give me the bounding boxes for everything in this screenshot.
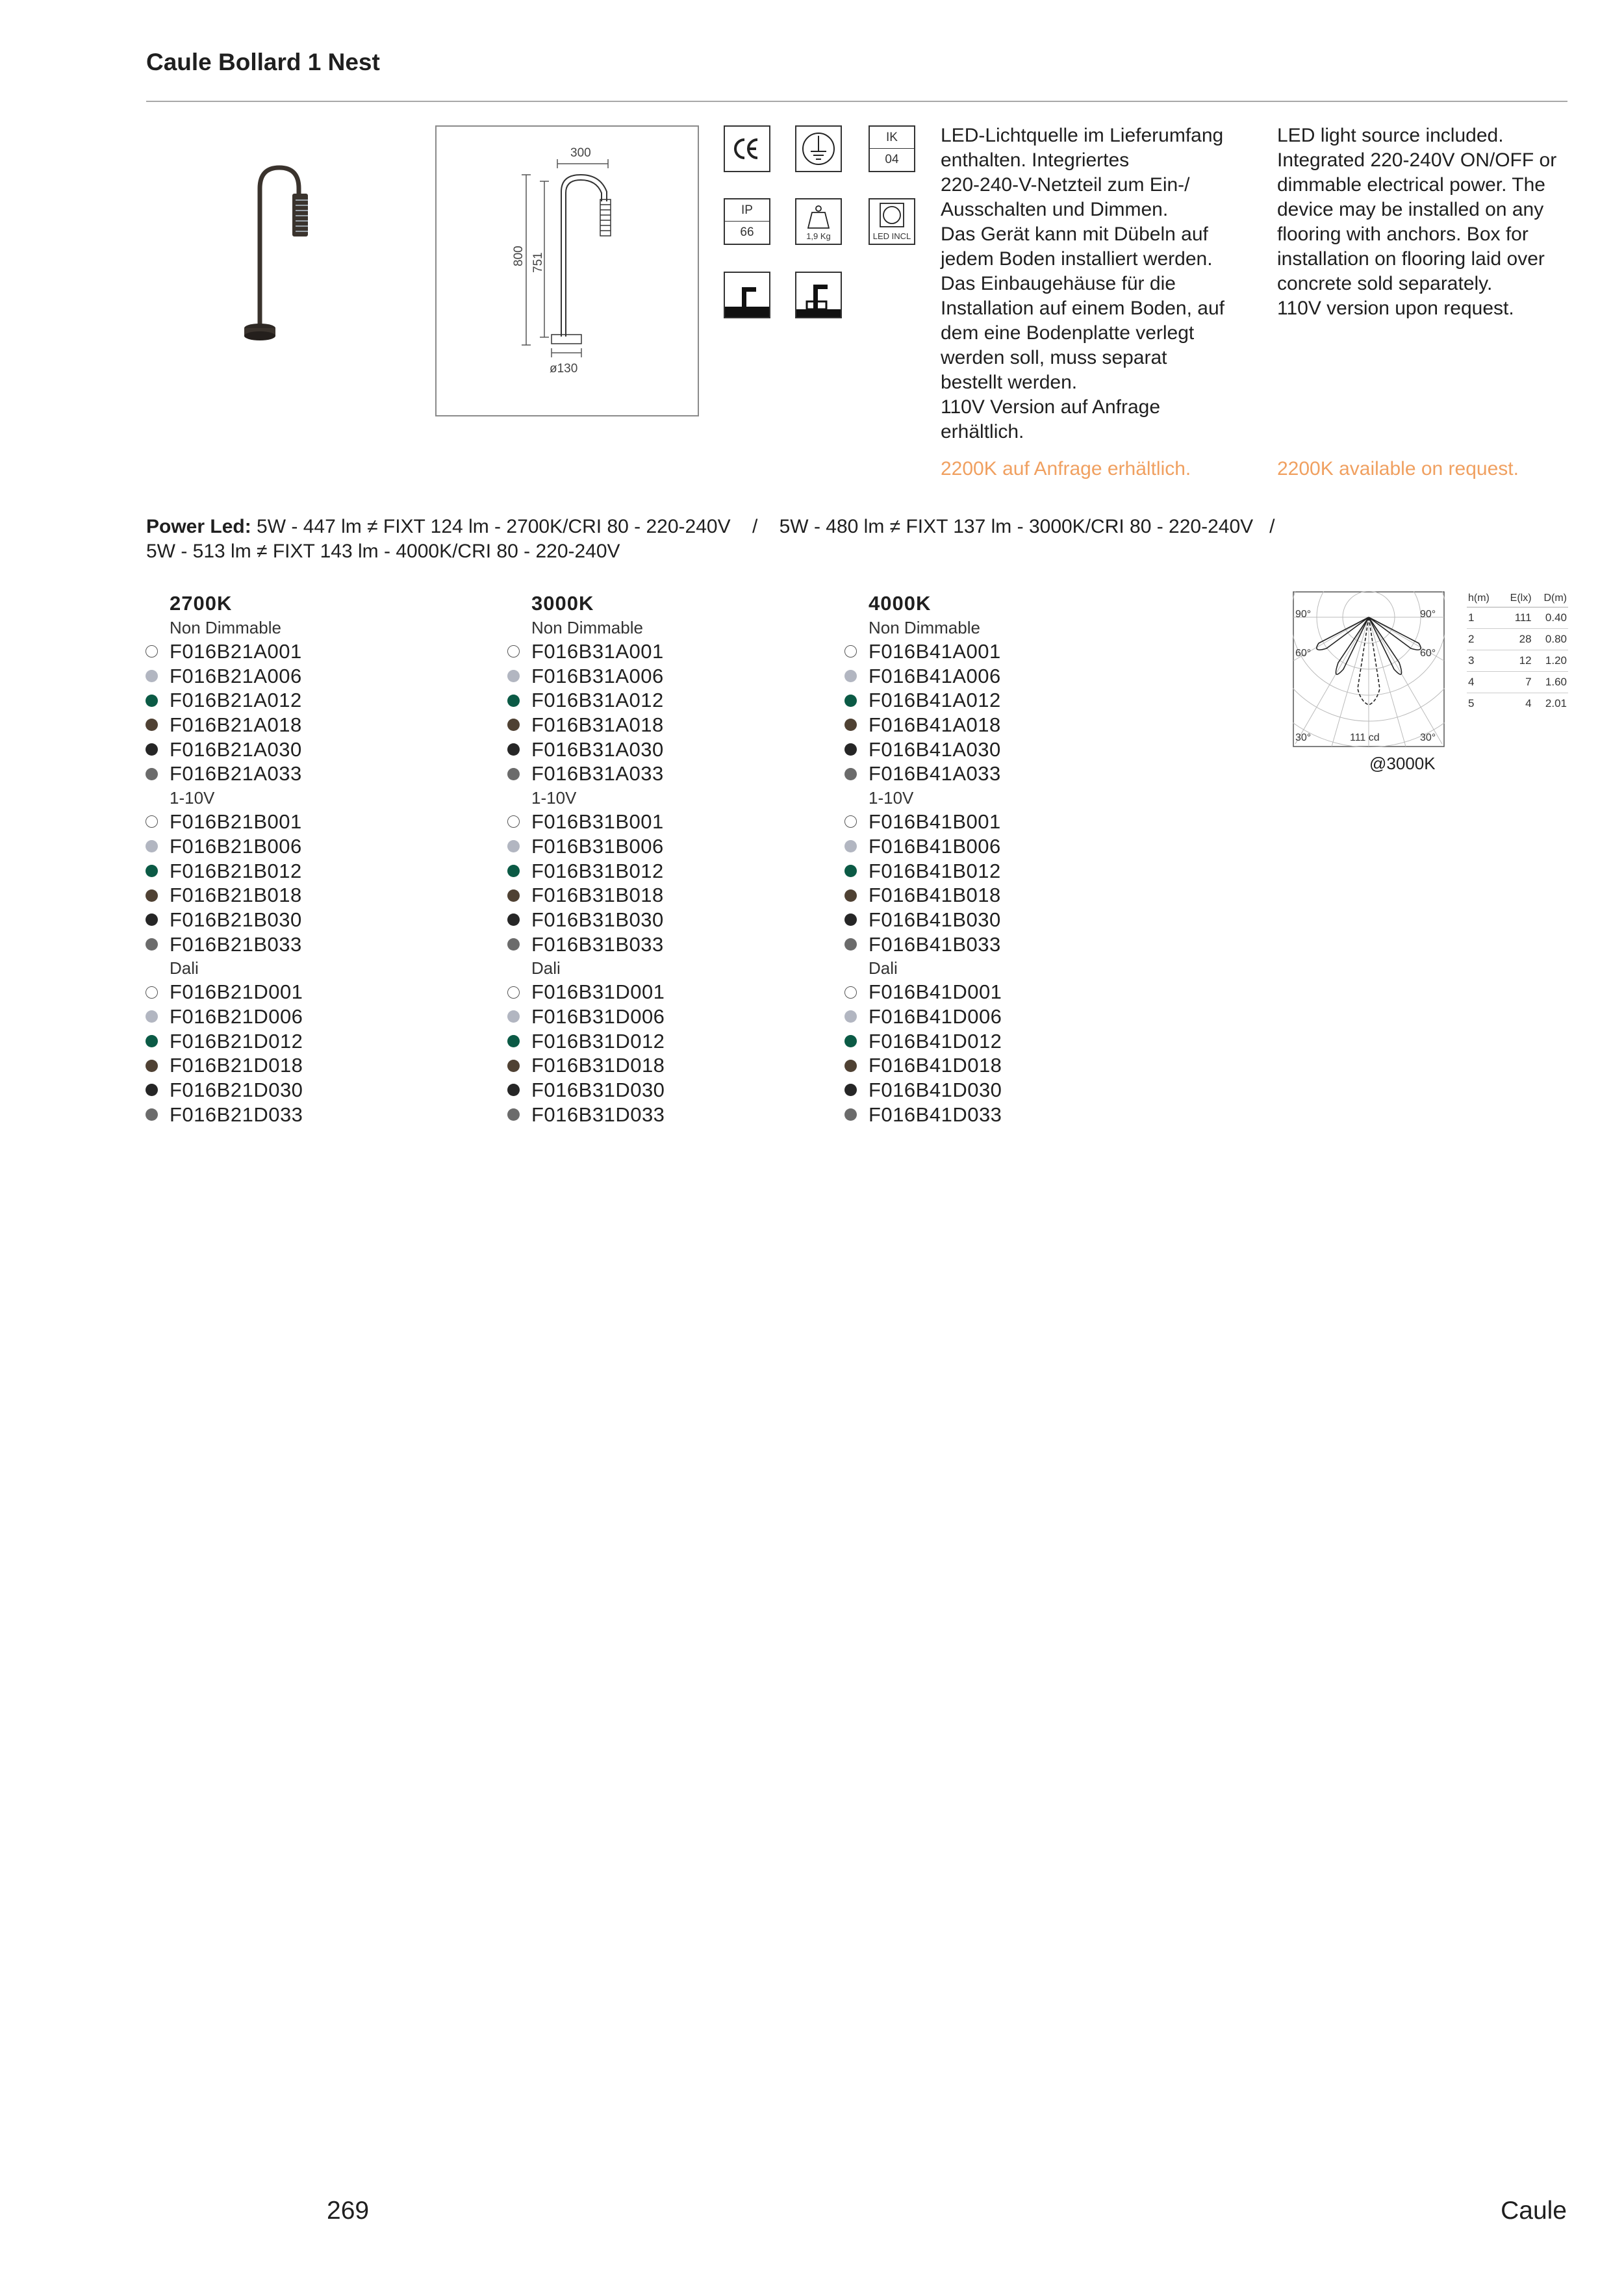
article-code-row	[146, 1078, 303, 1103]
article-code-row	[146, 883, 303, 908]
article-code: F016B41A030	[869, 737, 1001, 761]
finish-color-swatch	[507, 865, 520, 877]
ip-label: IP	[725, 199, 769, 222]
finish-color-swatch	[146, 743, 158, 756]
photometric-header: h(m)	[1467, 593, 1500, 607]
article-code-row	[844, 1053, 1002, 1078]
finish-color-swatch	[844, 840, 857, 852]
finish-color-swatch	[507, 1035, 520, 1047]
article-code: F016B21A001	[170, 640, 302, 663]
finish-color-swatch	[507, 670, 520, 682]
finish-color-swatch	[507, 815, 520, 828]
article-code-row	[146, 713, 303, 737]
finish-color-swatch	[507, 1108, 520, 1121]
finish-color-swatch	[844, 986, 857, 999]
photometric-cell: 1.60	[1533, 672, 1568, 693]
article-code-row	[844, 1029, 1002, 1054]
article-code: F016B31B030	[531, 908, 664, 931]
article-code-row	[507, 1029, 665, 1054]
finish-color-swatch	[146, 986, 158, 999]
finish-color-swatch	[146, 645, 158, 658]
finish-color-swatch	[507, 840, 520, 852]
led-incl-label: LED INCL	[872, 231, 911, 241]
finish-color-swatch	[844, 719, 857, 731]
photometric-cell: 3	[1467, 650, 1500, 672]
total-height-dimension: 800	[512, 246, 526, 266]
article-code: F016B21B030	[170, 908, 302, 931]
article-code: F016B21D012	[170, 1029, 303, 1053]
article-code: F016B31A030	[531, 737, 664, 761]
product-thumbnail	[234, 162, 325, 354]
photometric-cell: 1.20	[1533, 650, 1568, 672]
article-code: F016B41A033	[869, 762, 1001, 786]
ce-mark-icon	[724, 125, 770, 172]
article-code: F016B41A012	[869, 689, 1001, 712]
photometric-cell: 5	[1468, 697, 1475, 709]
earth-ground-icon	[795, 125, 842, 172]
article-code: F016B21D033	[170, 1103, 303, 1126]
ip-rating-badge	[724, 198, 770, 245]
angle-label-top-right: 90°	[1420, 609, 1436, 620]
article-code-row	[844, 761, 1002, 786]
article-code: F016B21D018	[170, 1054, 303, 1077]
finish-color-swatch	[844, 695, 857, 707]
note-2200k-german: 2200K auf Anfrage erhältlich.	[941, 458, 1191, 479]
article-code: F016B21D001	[170, 980, 303, 1004]
angle-label-mid-right: 60°	[1420, 648, 1436, 659]
power-led-label: Power Led:	[146, 516, 251, 537]
photometric-cell: 0.40	[1533, 607, 1568, 629]
article-code-row	[146, 737, 303, 762]
finish-color-swatch	[507, 1010, 520, 1023]
article-code: F016B41D012	[869, 1029, 1002, 1053]
article-code-row	[507, 1053, 665, 1078]
article-code: F016B21A006	[170, 664, 302, 687]
weight-label: 1,9 Kg	[806, 231, 831, 241]
photometric-row	[1467, 693, 1568, 715]
dimming-group-label: 1-10V	[869, 788, 914, 808]
article-code-row	[507, 664, 665, 689]
article-code: F016B41B001	[869, 810, 1001, 834]
article-code: F016B41D018	[869, 1054, 1002, 1077]
article-code: F016B41B012	[869, 859, 1001, 882]
dimming-group-label: Dali	[170, 958, 199, 978]
finish-color-swatch	[844, 670, 857, 682]
article-code: F016B41A006	[869, 664, 1001, 687]
article-code: F016B31A018	[531, 713, 664, 737]
finish-color-swatch	[844, 865, 857, 877]
article-code-row	[844, 639, 1002, 664]
weight-icon	[795, 198, 842, 245]
article-code-row	[146, 1004, 303, 1029]
finish-color-swatch	[507, 1084, 520, 1096]
finish-color-swatch	[507, 913, 520, 926]
angle-label-bottom-left: 30°	[1295, 732, 1312, 743]
photometric-cell: 4	[1525, 697, 1532, 709]
angle-label-mid-left: 60°	[1295, 648, 1312, 659]
article-code: F016B21B033	[170, 932, 302, 956]
finish-color-swatch	[844, 768, 857, 780]
article-code: F016B41D033	[869, 1103, 1002, 1126]
article-code-row	[146, 932, 303, 957]
article-code: F016B31B033	[531, 932, 664, 956]
article-code: F016B41A001	[869, 640, 1001, 663]
article-code-row	[146, 810, 303, 834]
note-2200k-english: 2200K available on request.	[1277, 458, 1519, 479]
page-title: Caule Bollard 1 Nest	[146, 49, 380, 75]
finish-color-swatch	[146, 889, 158, 902]
footer-brand: Caule	[1501, 2197, 1567, 2225]
power-led-line-1: 5W - 447 lm ≠ FIXT 124 lm - 2700K/CRI 80 - 220-240V / 5W - 480 lm ≠ FIXT 137 lm - 3000K/CRI 80 - 220-240V /	[257, 516, 1275, 537]
finish-color-swatch	[146, 1060, 158, 1072]
article-code-row	[844, 980, 1002, 1004]
article-code-row	[146, 859, 303, 884]
photometric-table	[1467, 593, 1568, 714]
article-code-row	[844, 932, 1002, 957]
article-code: F016B41D001	[869, 980, 1002, 1004]
article-code: F016B41B033	[869, 932, 1001, 956]
photometric-cell: 2.01	[1545, 697, 1567, 709]
width-dimension: 300	[570, 146, 591, 160]
color-temperature-heading: 2700K	[170, 592, 233, 615]
article-code-row	[146, 980, 303, 1004]
article-code-row	[844, 834, 1002, 859]
article-code-row	[507, 1103, 665, 1127]
inner-height-dimension: 751	[531, 252, 545, 273]
article-code: F016B31A001	[531, 640, 664, 663]
article-code: F016B31A033	[531, 762, 664, 786]
article-code: F016B31B018	[531, 884, 664, 907]
finish-color-swatch	[146, 1010, 158, 1023]
angle-label-bottom-right: 30°	[1420, 732, 1436, 743]
article-code-row	[844, 1078, 1002, 1103]
article-code-row	[507, 932, 665, 957]
article-code: F016B21B012	[170, 859, 302, 882]
article-code-row	[507, 980, 665, 1004]
code-column-2700k	[146, 591, 303, 1127]
dimming-group-label: 1-10V	[531, 788, 577, 808]
header-divider	[146, 101, 1567, 102]
article-code: F016B21B018	[170, 884, 302, 907]
finish-color-swatch	[146, 815, 158, 828]
finish-color-swatch	[844, 1084, 857, 1096]
finish-color-swatch	[146, 670, 158, 682]
ik-rating-badge	[869, 125, 915, 172]
photometric-cell: 1	[1467, 607, 1500, 629]
article-code-row	[146, 761, 303, 786]
article-code: F016B41B018	[869, 884, 1001, 907]
photometric-cell: 12	[1500, 650, 1533, 672]
finish-color-swatch	[507, 743, 520, 756]
finish-color-swatch	[507, 768, 520, 780]
finish-color-swatch	[507, 695, 520, 707]
article-code-row	[146, 664, 303, 689]
article-code: F016B41B006	[869, 834, 1001, 858]
dimming-group-label: Dali	[869, 958, 898, 978]
color-temperature-heading: 3000K	[531, 592, 594, 615]
photometric-cell: 111	[1500, 607, 1533, 629]
finish-color-swatch	[844, 743, 857, 756]
article-code-row	[507, 908, 665, 932]
article-code-row	[507, 688, 665, 713]
article-code: F016B41D006	[869, 1004, 1002, 1028]
photometric-cell: 28	[1500, 629, 1533, 650]
photometric-row	[1467, 607, 1568, 629]
finish-color-swatch	[844, 1035, 857, 1047]
article-code: F016B21A033	[170, 762, 302, 786]
finish-color-swatch	[507, 889, 520, 902]
article-code-row	[844, 908, 1002, 932]
article-code-row	[146, 1029, 303, 1054]
finish-color-swatch	[146, 1035, 158, 1047]
finish-color-swatch	[507, 719, 520, 731]
article-code: F016B31D001	[531, 980, 665, 1004]
article-code: F016B21D006	[170, 1004, 303, 1028]
article-code-row	[146, 688, 303, 713]
article-code-row	[146, 639, 303, 664]
finish-color-swatch	[146, 865, 158, 877]
article-code-row	[507, 859, 665, 884]
finish-color-swatch	[146, 1108, 158, 1121]
photometric-header: E(lx)	[1500, 593, 1533, 607]
finish-color-swatch	[844, 1108, 857, 1121]
article-code: F016B21A018	[170, 713, 302, 737]
article-code: F016B21A030	[170, 737, 302, 761]
article-code: F016B31B006	[531, 834, 664, 858]
article-code-row	[146, 834, 303, 859]
article-code-row	[507, 639, 665, 664]
article-code-row	[507, 761, 665, 786]
article-code: F016B41A018	[869, 713, 1001, 737]
article-code-row	[844, 713, 1002, 737]
dimming-group-label: Non Dimmable	[170, 618, 281, 637]
finish-color-swatch	[844, 938, 857, 951]
article-code: F016B31D030	[531, 1079, 665, 1101]
finish-color-swatch	[146, 840, 158, 852]
article-code-row	[507, 713, 665, 737]
photometric-cell: 2	[1467, 629, 1500, 650]
article-code-row	[507, 834, 665, 859]
article-code: F016B31B001	[531, 810, 664, 834]
article-code-row	[844, 883, 1002, 908]
article-code: F016B41B030	[869, 908, 1001, 931]
article-code: F016B41D030	[869, 1079, 1002, 1101]
article-code-row	[844, 664, 1002, 689]
article-code-row	[507, 737, 665, 762]
photometric-cell: 4	[1467, 672, 1500, 693]
description-german: LED-Lichtquelle im Lieferumfang enthalten. Integriertes 220-240-V-Netzteil zum Ein-/ Ausschalten und Dimmen. Das Gerät kann mit Dübeln auf jedem Boden installiert werden. Das Einbaugehäuse für die Installation auf einem Boden, auf dem eine Bodenplatte verlegt werden soll, muss separat bestellt werden. 110V Version auf Anfrage erhältlich.	[941, 125, 1224, 442]
article-code-row	[844, 859, 1002, 884]
led-included-icon	[869, 198, 915, 245]
article-code: F016B31B012	[531, 859, 664, 882]
article-code: F016B31D012	[531, 1029, 665, 1053]
finish-color-swatch	[507, 938, 520, 951]
finish-color-swatch	[844, 1010, 857, 1023]
article-code-row	[507, 883, 665, 908]
finish-color-swatch	[146, 768, 158, 780]
base-diameter-dimension: ø130	[550, 362, 578, 376]
technical-drawing	[435, 125, 699, 416]
floor-install-plate-icon	[795, 272, 842, 318]
finish-color-swatch	[844, 815, 857, 828]
article-code-row	[844, 1004, 1002, 1029]
article-code-row	[507, 1004, 665, 1029]
page-number: 269	[327, 2197, 370, 2225]
finish-color-swatch	[507, 986, 520, 999]
article-code-row	[146, 908, 303, 932]
polar-caption: @3000K	[1369, 754, 1436, 773]
finish-color-swatch	[844, 913, 857, 926]
article-code: F016B31A006	[531, 664, 664, 687]
ip-value: 66	[740, 225, 754, 239]
finish-color-swatch	[844, 645, 857, 658]
finish-color-swatch	[844, 1060, 857, 1072]
photometric-cell: 7	[1500, 672, 1533, 693]
color-temperature-heading: 4000K	[869, 592, 932, 615]
article-code-row	[146, 1053, 303, 1078]
finish-color-swatch	[146, 1084, 158, 1096]
photometric-row	[1467, 650, 1568, 672]
article-code-row	[507, 810, 665, 834]
dimming-group-label: 1-10V	[170, 788, 215, 808]
power-led-line-2: 5W - 513 lm ≠ FIXT 143 lm - 4000K/CRI 80 - 220-240V	[146, 541, 620, 562]
candela-label: 111 cd	[1350, 732, 1380, 743]
angle-label-top-left: 90°	[1295, 609, 1312, 620]
article-code-row	[844, 688, 1002, 713]
finish-color-swatch	[146, 938, 158, 951]
article-code-row	[507, 1078, 665, 1103]
description-english: LED light source included. Integrated 220-240V ON/OFF or dimmable electrical power. The device may be installed on any flooring with anchors. Box for installation on flooring laid over concrete sold separately. 110V version upon request.	[1277, 125, 1557, 319]
article-code-row	[146, 1103, 303, 1127]
article-code: F016B31D006	[531, 1004, 665, 1028]
article-code-row	[844, 737, 1002, 762]
ik-value: 04	[885, 153, 899, 166]
floor-install-icon	[724, 272, 770, 318]
finish-color-swatch	[146, 695, 158, 707]
code-column-3000k	[507, 591, 665, 1127]
power-led-spec	[146, 515, 1543, 564]
finish-color-swatch	[146, 913, 158, 926]
dimming-group-label: Dali	[531, 958, 561, 978]
finish-color-swatch	[507, 645, 520, 658]
photometric-header: D(m)	[1533, 593, 1568, 607]
finish-color-swatch	[507, 1060, 520, 1072]
dimming-group-label: Non Dimmable	[531, 618, 643, 637]
article-code-row	[844, 810, 1002, 834]
article-code: F016B31D018	[531, 1054, 665, 1077]
ik-label: IK	[870, 127, 914, 149]
code-column-4000k	[844, 591, 1002, 1127]
finish-color-swatch	[146, 719, 158, 731]
article-code: F016B21B006	[170, 834, 302, 858]
article-code-row	[844, 1103, 1002, 1127]
article-code: F016B21A012	[170, 689, 302, 712]
photometric-cell: 0.80	[1533, 629, 1568, 650]
article-code: F016B21B001	[170, 810, 302, 834]
photometric-row	[1467, 629, 1568, 650]
article-code: F016B21D030	[170, 1079, 303, 1101]
finish-color-swatch	[844, 889, 857, 902]
dimming-group-label: Non Dimmable	[869, 618, 980, 637]
photometric-row	[1467, 672, 1568, 693]
polar-light-diagram	[1293, 591, 1445, 750]
article-code: F016B31D033	[531, 1103, 665, 1126]
article-code: F016B31A012	[531, 689, 664, 712]
